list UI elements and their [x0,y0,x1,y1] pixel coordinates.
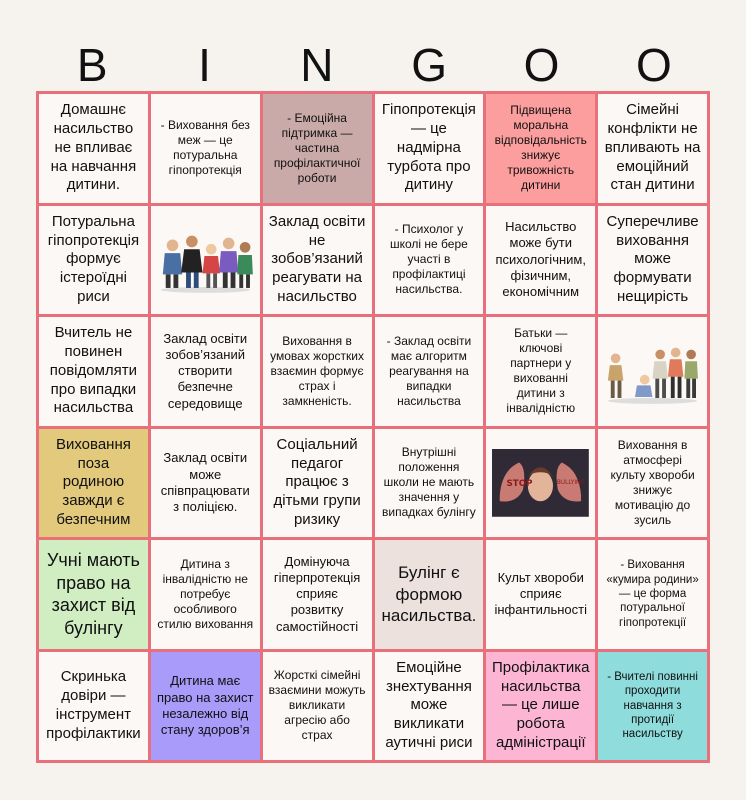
header-letter-3: N [300,39,334,91]
bingo-cell[interactable]: Заклад освіти може співпрацювати з поліцією. [151,429,260,538]
bingo-cell[interactable]: Заклад освіти зобов’язаний створити безпечне середовище [151,317,260,426]
bingo-cell[interactable]: Суперечливе виховання може формувати нещирість [598,206,707,315]
bingo-cell[interactable]: Сімейні конфлікти не впливають на емоційний стан дитини [598,94,707,203]
bingo-cell[interactable]: Дитина має право на захист незалежно від стану здоров’я [151,652,260,761]
bingo-cell[interactable]: Насильство може бути психологічним, фізичним, економічним [486,206,595,315]
bingo-cell[interactable]: Підвищена моральна відповідальність знижує тривожність дитини [486,94,595,203]
teens-bullying-a-crouching-student-illustration [604,337,701,405]
bingo-cell-image[interactable] [151,206,260,315]
bingo-cell-image[interactable] [598,317,707,426]
bingo-cell[interactable]: Потуральна гіпопротекція формує істероїдні риси [39,206,148,315]
header-letter-4: G [411,39,448,91]
header-letter-2: I [198,39,211,91]
bingo-cell[interactable]: Гіпопротекція — це надмірна турбота про дитину [375,94,484,203]
bingo-cell[interactable]: - Заклад освіти має алгоритм реагування на випадки насильства [375,317,484,426]
bingo-cell[interactable]: - Виховання «кумира родини» — це форма потуральної гіпопротекції [598,540,707,649]
svg-text:STOP: STOP [506,478,533,489]
bingo-cell[interactable]: Виховання в атмосфері культу хвороби знижує мотивацію до зусиль [598,429,707,538]
bingo-cell[interactable]: Виховання поза родиною завжди є безпечним [39,429,148,538]
bingo-cell[interactable]: Дитина з інвалідністю не потребує особливого стилю виховання [151,540,260,649]
bingo-header [36,38,710,92]
bingo-cell[interactable]: - Емоційна підтримка — частина профілактичної роботи [263,94,372,203]
header-letter-5: O [523,39,560,91]
bingo-cell-image[interactable] [486,429,595,538]
bingo-cell[interactable]: Булінг є формою насильства. [375,540,484,649]
stop-bullying-hands-photo [492,449,589,517]
bingo-cell[interactable]: Домашнє насильство не впливає на навчання дитини. [39,94,148,203]
svg-text:BULLYING: BULLYING [557,479,586,486]
bingo-cell[interactable]: Виховання в умовах жорстких взаємин формує страх і замкненість. [263,317,372,426]
bingo-cell[interactable]: Домінуюча гіперпротекція сприяє розвитку самостійності [263,540,372,649]
bingo-cell[interactable]: Внутрішні положення школи не мають значення у випадках булінгу [375,429,484,538]
header-letter-6: O [635,39,672,91]
bingo-cell[interactable]: Емоційне знехтування може викликати аутичні риси [375,652,484,761]
bingo-cell[interactable]: - Вчителі повинні проходити навчання з протидії насильству [598,652,707,761]
bingo-cell[interactable]: Учні мають право на захист від булінгу [39,540,148,649]
bingo-cell[interactable]: Жорсткі сімейні взаємини можуть викликати агресію або страх [263,652,372,761]
bingo-cell[interactable]: Вчитель не повинен повідомляти про випадки насильства [39,317,148,426]
bingo-cell[interactable]: Профілактика насильства — це лише робота адміністрації [486,652,595,761]
group-of-teens-bullying-illustration [157,226,254,294]
bingo-cell[interactable]: Батьки — ключові партнери у вихованні дитини з інвалідністю [486,317,595,426]
bingo-cell[interactable]: Скринька довіри — інструмент профілактики [39,652,148,761]
bingo-card [36,91,710,763]
bingo-cell[interactable]: Культ хвороби сприяє інфантильності [486,540,595,649]
bingo-cell[interactable]: - Психолог у школі не бере участі в профілактиці насильства. [375,206,484,315]
header-letter-1: B [76,39,108,91]
bingo-cell[interactable]: Соціальний педагог працює з дітьми групи ризику [263,429,372,538]
bingo-cell[interactable]: Заклад освіти не зобов’язаний реагувати на насильство [263,206,372,315]
bingo-cell[interactable]: - Виховання без меж — це потуральна гіпопротекція [151,94,260,203]
